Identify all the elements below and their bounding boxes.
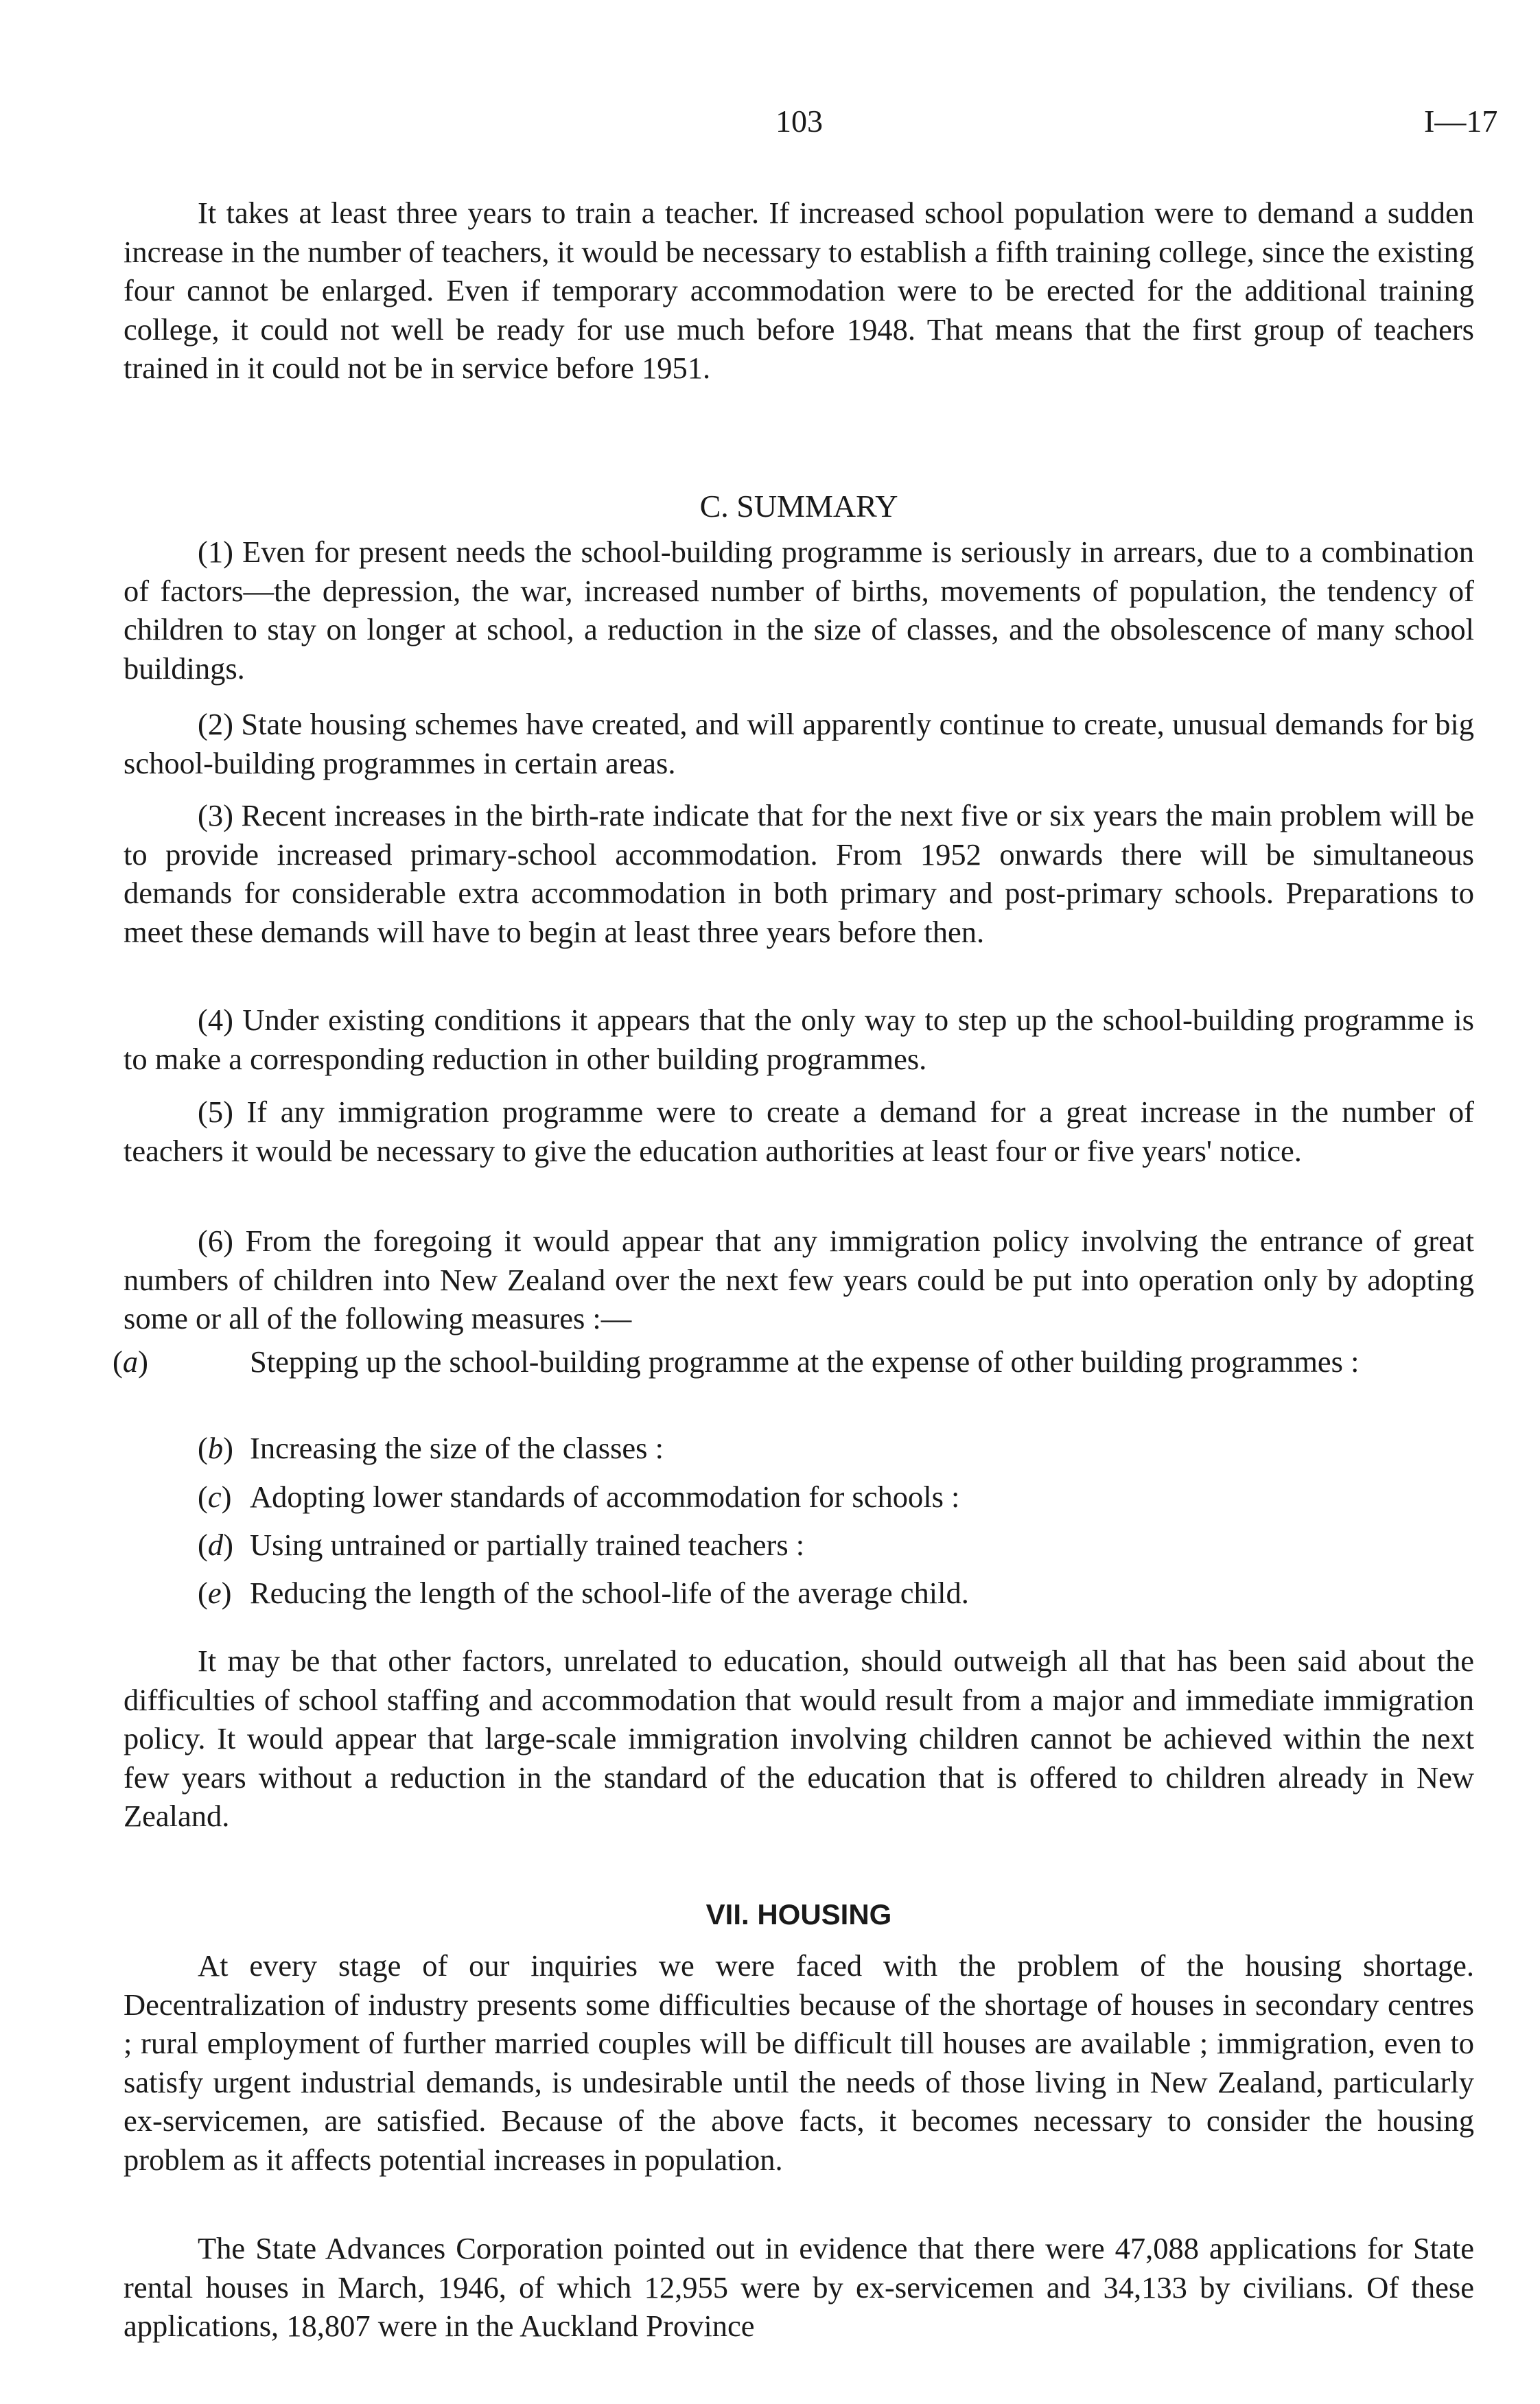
measure-text: Stepping up the school-building programme at the expense of other building programmes : bbox=[250, 1344, 1360, 1379]
measure-text: Using untrained or partially trained teachers : bbox=[250, 1528, 805, 1562]
document-reference: I—17 bbox=[1424, 104, 1498, 139]
page-number: 103 bbox=[775, 104, 823, 139]
measure-item bbox=[113, 1342, 1540, 1381]
housing-paragraph-2: The State Advances Corporation pointed out in evidence that there were 47,088 applications for State rental houses in March, 1946, of which 12,955 were by ex-servicemen and 34,133 by civilians. Of these applications, 18,807 were in the Auckland Province bbox=[124, 2231, 1474, 2343]
summary-point-1: (1) Even for present needs the school-building programme is seriously in arrears, due to a combination of factors—the depression, the war, increased number of births, movements of population, the tendency of children to stay on longer at school, a reduction in the size of classes, and the obsolescence of many school buildings. bbox=[124, 535, 1474, 686]
measure-label: (e) bbox=[198, 1576, 232, 1610]
housing-heading: VII. HOUSING bbox=[705, 1898, 892, 1930]
measure-item bbox=[198, 1526, 1474, 1565]
housing-paragraph-1: At every stage of our inquiries we were faced with the problem of the housing shortage. Decentralization of industry presents some difficulties because of the shortage of houses in secondary centres ; rural employment of further married couples will be difficult till houses are available ; immigration, even to satisfy urgent industrial demands, is undesirable until the needs of those living in New Zealand, particularly ex-servicemen, are satisfied. Because of the above facts, it becomes necessary to consider the housing problem as it affects potential increases in population. bbox=[124, 1948, 1474, 2177]
summary-point-3: (3) Recent increases in the birth-rate indicate that for the next five or six years the main problem will be to provide increased primary-school accommodation. From 1952 onwards there will be simultaneous demands for considerable extra accommodation in both primary and post-primary schools. Preparations to meet these demands will have to begin at least three years before then. bbox=[124, 798, 1474, 949]
measure-label: (b) bbox=[198, 1431, 233, 1465]
summary-point-2: (2) State housing schemes have created, and will apparently continue to create, unusual demands for big school-building programmes in certain areas. bbox=[124, 707, 1474, 780]
measure-label: (a) bbox=[113, 1344, 148, 1379]
summary-conclusion: It may be that other factors, unrelated to education, should outweigh all that has been said about the difficulties of school staffing and accommodation that would result from a major and immediate immigration policy. It would appear that large-scale immigration involving children cannot be achieved within the next few years without a reduction in the standard of the education that is offered to children already in New Zealand. bbox=[124, 1644, 1474, 1833]
summary-point-5: (5) If any immigration programme were to create a demand for a great increase in the number of teachers it would be necessary to give the education authorities at least four or five years' notice. bbox=[124, 1095, 1474, 1168]
measure-text: Reducing the length of the school-life of the average child. bbox=[250, 1576, 969, 1610]
measure-text: Adopting lower standards of accommodation for schools : bbox=[250, 1480, 960, 1514]
measure-item bbox=[198, 1429, 1474, 1468]
summary-heading: C. SUMMARY bbox=[699, 489, 898, 524]
intro-paragraph: It takes at least three years to train a teacher. If increased school population were to demand a sudden increase in the number of teachers, it would be necessary to establish a fifth training college, since the existing four cannot be enlarged. Even if temporary accommodation were to be erected for the additional training college, it could not well be ready for use much before 1948. That means that the first group of teachers trained in it could not be in service before 1951. bbox=[124, 196, 1474, 385]
page-header bbox=[0, 103, 1540, 151]
measure-item bbox=[198, 1478, 1474, 1517]
summary-point-4: (4) Under existing conditions it appears that the only way to step up the school-building programme is to make a corresponding reduction in other building programmes. bbox=[124, 1003, 1474, 1076]
measure-label: (d) bbox=[198, 1528, 233, 1562]
measure-text: Increasing the size of the classes : bbox=[250, 1431, 664, 1465]
summary-point-6: (6) From the foregoing it would appear that any immigration policy involving the entrance of great numbers of children into New Zealand over the next few years could be put into operation only by adopting some or all of the following measures :— bbox=[124, 1224, 1474, 1335]
measure-label: (c) bbox=[198, 1480, 232, 1514]
measure-item bbox=[198, 1574, 1474, 1613]
